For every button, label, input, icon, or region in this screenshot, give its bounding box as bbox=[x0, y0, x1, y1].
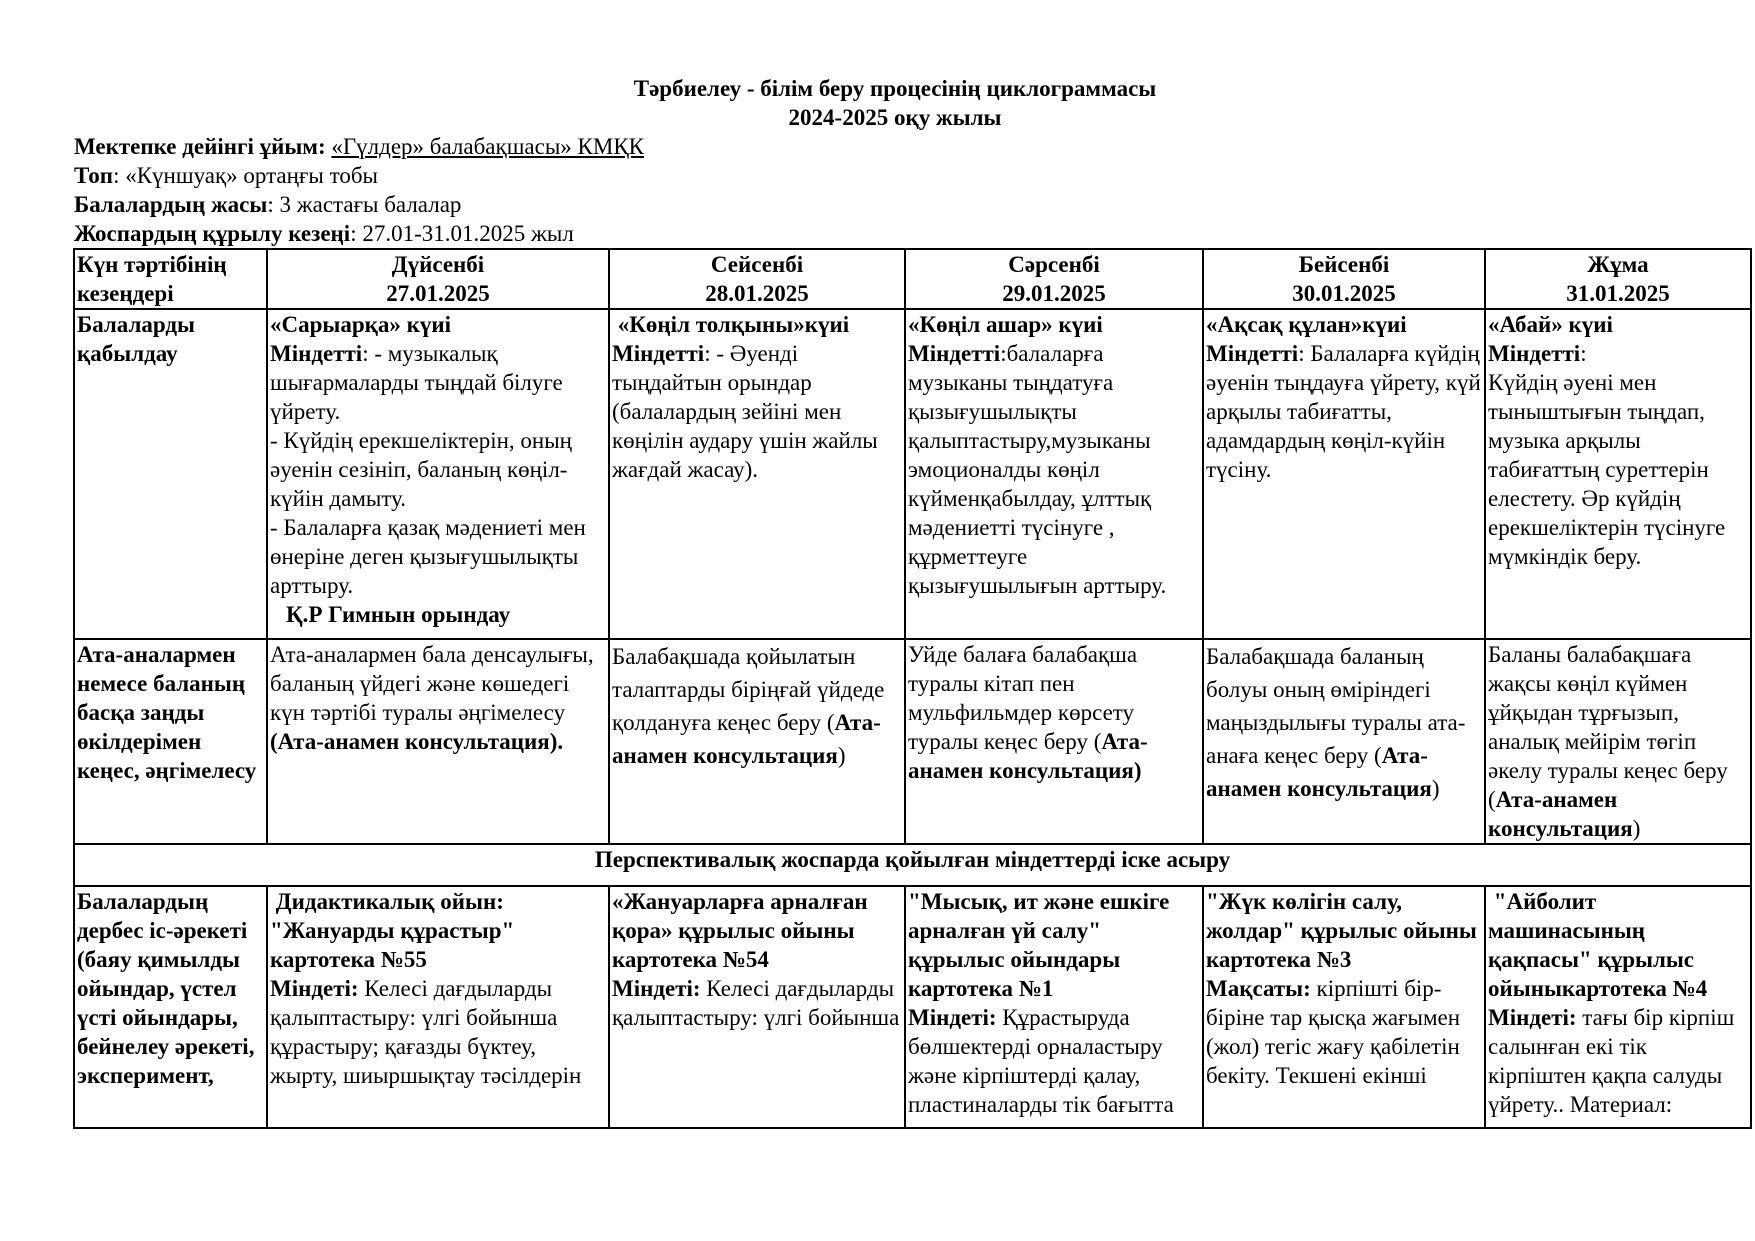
cell-title: "Айболит машинасының қақпасы" құрылыс ойыныкартотека №4 bbox=[1488, 889, 1708, 1001]
cell-parents-wednesday bbox=[905, 639, 1203, 844]
cell-title: «Жануарларға арналған қора» құрылыс ойыны картотека №54 bbox=[612, 889, 868, 972]
cell-text: Ата-аналармен бала денсаулығы, баланың үйдегі және көшедегі күн тәртібі туралы әңгімелесу bbox=[270, 642, 594, 725]
cell-title: «Сарыарқа» күиі bbox=[270, 312, 452, 337]
meta-org-value: «Гүлдер» балабақшасы» КМҚК bbox=[331, 134, 644, 159]
cell-bold: Ата-анамен консультация bbox=[1488, 787, 1633, 841]
task-text: тағы бір кірпіш салынған екі тік кірпіштен қақпа салуды үйрету.. Материал: bbox=[1488, 1005, 1735, 1117]
row-label-parents: Ата-аналармен немесе баланың басқа заңды өкілдерімен кеңес, әңгімелесу bbox=[74, 639, 267, 844]
header-periods-line2: кезеңдері bbox=[77, 281, 174, 306]
task-label: Міндеті: bbox=[908, 1005, 997, 1030]
task-label: Міндетті bbox=[270, 341, 363, 366]
table-row-parents bbox=[74, 639, 1751, 844]
table-header-row bbox=[74, 249, 1751, 309]
cell-parents-friday bbox=[1485, 639, 1751, 844]
header-periods-line1: Күн тәртібінің bbox=[77, 252, 227, 277]
cell-activity-monday bbox=[267, 886, 609, 1128]
day-name: Дүйсенбі bbox=[391, 252, 485, 277]
cell-title: «Көңіл ашар» күиі bbox=[908, 312, 1103, 337]
row-label-activity: Балалардың дербес іс-әрекеті (баяу қимылды ойындар, үстел үсті ойындары, бейнелеу әрекеті, эксперимент, bbox=[74, 886, 267, 1128]
header-cell-monday bbox=[267, 249, 609, 309]
cell-parents-tuesday bbox=[609, 639, 905, 844]
cell-bold: Ата-анамен консультация bbox=[1206, 743, 1432, 801]
meta-period-label: Жоспардың құрылу кезеңі bbox=[74, 221, 351, 246]
cell-reception-monday bbox=[267, 309, 609, 639]
day-date: 30.01.2025 bbox=[1292, 281, 1396, 306]
header-cell-periods bbox=[74, 249, 267, 309]
task-text: Күйдің әуені мен тыныштығын тыңдап, музыка арқылы табиғаттың суреттерін елестету. Әр күйдің ерекшеліктерін түсінуге мүмкіндік беру. bbox=[1488, 370, 1726, 569]
table-row-reception bbox=[74, 309, 1751, 639]
meta-age-label: Балалардың жасы bbox=[74, 192, 268, 217]
task-line: - Күйдің ерекшеліктерін, оның әуенін сезініп, баланың көңіл-күйін дамыту. bbox=[270, 428, 572, 511]
meta-organization bbox=[74, 132, 644, 161]
task-label: Міндеті: bbox=[612, 976, 701, 1001]
row-label-line2: қабылдау bbox=[77, 341, 178, 366]
table-row-activity bbox=[74, 886, 1751, 1128]
cyclogram-table bbox=[73, 248, 1752, 1129]
cell-text-end: ) bbox=[837, 743, 846, 768]
day-name: Сейсенбі bbox=[710, 252, 804, 277]
task-text: Келесі дағдыларды қалыптастыру: үлгі бойынша bbox=[612, 976, 900, 1030]
table-row-section bbox=[74, 844, 1751, 886]
cell-title: Дидактикалық ойын: "Жануарды құрастыр" картотека №55 bbox=[270, 889, 521, 972]
meta-group-value: : «Күншуақ» ортаңғы тобы bbox=[113, 163, 378, 188]
document-title: Тәрбиелеу - білім беру процесінің циклограммасы bbox=[633, 76, 1157, 101]
cell-activity-wednesday bbox=[905, 886, 1203, 1128]
cell-activity-thursday bbox=[1203, 886, 1485, 1128]
cell-text: Балабақшада қойылатын талаптарды біріңғай үйдеде қолдануға кеңес беру ( bbox=[612, 644, 885, 735]
day-name: Бейсенбі bbox=[1298, 252, 1390, 277]
cell-text: Уйде балаға балабақша туралы кітап пен мульфильмдер көрсету туралы кеңес беру ( bbox=[908, 642, 1138, 754]
header-cell-thursday bbox=[1203, 249, 1485, 309]
cell-text: Баланы балабақшаға жақсы көңіл күймен ұйқыдан тұрғызып, аналық мейірім төгіп әкелу туралы кеңес беру ( bbox=[1488, 642, 1728, 812]
header-cell-wednesday bbox=[905, 249, 1203, 309]
cell-title: «Абай» күиі bbox=[1488, 312, 1613, 337]
task-label: Міндетті bbox=[612, 341, 705, 366]
day-date: 31.01.2025 bbox=[1566, 281, 1670, 306]
task-text: кірпішті бір-біріне тар қысқа жағымен (жол) тегіс жағу қабілетін бекіту. Текшені екінші bbox=[1206, 976, 1461, 1088]
cell-activity-tuesday bbox=[609, 886, 905, 1128]
task-line: - Балаларға қазақ мәдениеті мен өнеріне деген қызығушылықты арттыру. bbox=[270, 515, 586, 598]
task-label: Міндетті bbox=[1488, 341, 1581, 366]
cell-title: «Ақсақ құлан»күиі bbox=[1206, 312, 1407, 337]
day-name: Жұма bbox=[1587, 252, 1649, 277]
cell-parents-thursday bbox=[1203, 639, 1485, 844]
task-text: : - Әуенді тыңдайтын орындар (балалардың зейіні мен көңілін аудару үшін жайлы жағдай жасау). bbox=[612, 341, 878, 482]
task-text: : - музыкалық шығармаларды тыңдай білуге үйрету. bbox=[270, 341, 563, 424]
header-cell-tuesday bbox=[609, 249, 905, 309]
cell-bold: Ата-анамен консультация) bbox=[908, 729, 1148, 783]
cell-title: "Мысық, ит және ешкіге арналған үй салу" құрылыс ойындары картотека №1 bbox=[908, 889, 1170, 1001]
cell-title: "Жүк көлігін салу, жолдар" құрылыс ойыны картотека №3 bbox=[1206, 889, 1477, 972]
task-label: Міндеті: bbox=[270, 976, 359, 1001]
meta-age bbox=[74, 190, 461, 219]
cell-reception-friday bbox=[1485, 309, 1751, 639]
meta-group bbox=[74, 161, 378, 190]
row-label-reception bbox=[74, 309, 267, 639]
day-date: 29.01.2025 bbox=[1002, 281, 1106, 306]
row-label-line1: Балаларды bbox=[77, 312, 195, 337]
cell-bold: (Ата-анамен консультация). bbox=[270, 729, 564, 754]
meta-age-value: : 3 жастағы балалар bbox=[267, 192, 462, 217]
cell-title: «Көңіл толқыны»күиі bbox=[612, 312, 850, 337]
task-label: Міндеті: bbox=[1488, 1005, 1577, 1030]
task-label: Міндетті bbox=[908, 341, 1001, 366]
cell-activity-friday bbox=[1485, 886, 1751, 1128]
task-text: Келесі дағдыларды қалыптастыру: үлгі бойынша құрастыру; қағазды бүктеу, жырту, шиыршықтау тәсілдерін bbox=[270, 976, 582, 1088]
task-label: Міндетті bbox=[1206, 341, 1299, 366]
cell-text-end: ) bbox=[1431, 776, 1440, 801]
cell-reception-tuesday bbox=[609, 309, 905, 639]
meta-period bbox=[74, 219, 574, 248]
cell-text: Балабақшада баланың болуы оның өміріндегі маңыздылығы туралы ата-анаға кеңес беру ( bbox=[1206, 644, 1466, 768]
cell-parents-monday bbox=[267, 639, 609, 844]
anthem-note: Қ.Р Гимнын орындау bbox=[286, 602, 511, 627]
task-label: Мақсаты: bbox=[1206, 976, 1311, 1001]
task-text: : bbox=[1580, 341, 1587, 366]
meta-group-label: Топ bbox=[74, 163, 114, 188]
cell-bold: Ата-анамен консультация bbox=[612, 710, 881, 768]
section-heading: Перспективалық жоспарда қойылған міндеттерді іске асыру bbox=[74, 844, 1751, 886]
day-date: 28.01.2025 bbox=[705, 281, 809, 306]
header-cell-friday bbox=[1485, 249, 1751, 309]
cell-reception-wednesday bbox=[905, 309, 1203, 639]
meta-org-label: Мектепке дейінгі ұйым: bbox=[74, 134, 326, 159]
cell-text-end: ) bbox=[1632, 816, 1641, 841]
meta-period-value: : 27.01-31.01.2025 жыл bbox=[350, 221, 574, 246]
task-text: :балаларға музыканы тыңдатуға қызығушылықты қалыптастыру,музыканы эмоционалды көңіл күйменқабылдау, ұлттық мәдениетті түсінуге , құрметтеуге қызығушылығын арттыру. bbox=[908, 341, 1167, 598]
cell-reception-thursday bbox=[1203, 309, 1485, 639]
task-text: Құрастыруда бөлшектерді орналастыру және кірпіштерді қалау, пластиналарды тік бағытта bbox=[908, 1005, 1174, 1117]
document-subtitle: 2024-2025 оқу жылы bbox=[788, 105, 1002, 130]
day-name: Сәрсенбі bbox=[1008, 252, 1100, 277]
day-date: 27.01.2025 bbox=[386, 281, 490, 306]
task-text: : Балаларға күйдің әуенін тыңдауға үйрету, күй арқылы табиғатты, адамдардың көңіл-күйін түсіну. bbox=[1206, 341, 1481, 482]
